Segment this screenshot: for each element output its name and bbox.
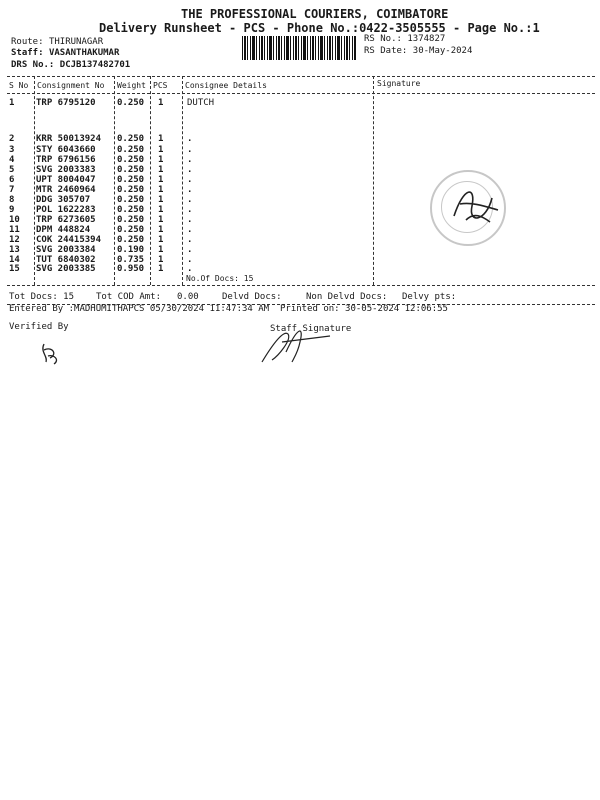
cell-weight: 0.250 [117, 175, 145, 185]
rs-date-value: 30-May-2024 [412, 46, 473, 56]
cell-sno: 11 [9, 225, 20, 235]
cell-pcs: 1 [158, 195, 164, 205]
table-bottom-rule [7, 285, 595, 286]
cell-consignee: DUTCH [187, 98, 215, 108]
cell-consignee: . [187, 235, 193, 245]
cell-consignee: . [187, 225, 193, 235]
cell-pcs: 1 [158, 145, 164, 155]
cell-weight: 0.250 [117, 215, 145, 225]
barcode [242, 36, 356, 60]
table-top-rule [7, 76, 595, 77]
header-weight: Weight [117, 81, 146, 90]
cell-pcs: 1 [158, 205, 164, 215]
cell-consignment: SVG 2003384 [36, 245, 96, 255]
cell-consignee: . [187, 134, 193, 144]
table-header-rule [7, 93, 595, 94]
cell-sno: 7 [9, 185, 15, 195]
company-name: THE PROFESSIONAL COURIERS, COIMBATORE [181, 7, 449, 21]
cell-pcs: 1 [158, 175, 164, 185]
cell-consignment: STY 6043660 [36, 145, 96, 155]
consignee-signature-icon [446, 176, 506, 236]
verifier-signature-icon [38, 340, 64, 366]
cell-sno: 5 [9, 165, 15, 175]
cell-weight: 0.250 [117, 205, 145, 215]
staff-signature-label: Staff Signature [270, 324, 352, 334]
col-divider [373, 76, 374, 285]
cell-pcs: 1 [158, 225, 164, 235]
cell-pcs: 1 [158, 255, 164, 265]
cell-sno: 8 [9, 195, 15, 205]
staff-info [11, 48, 119, 58]
cell-consignment: TRP 6796156 [36, 155, 96, 165]
tot-cod-amount: 0.00 [177, 292, 199, 302]
cell-weight: 0.190 [117, 245, 145, 255]
cell-weight: 0.250 [117, 155, 145, 165]
cell-consignment: UPT 8004047 [36, 175, 96, 185]
cell-consignment: SVG 2003383 [36, 165, 96, 175]
printed-on: Printed on: 30-05-2024 12:06:55 [280, 304, 448, 314]
cell-consignee: . [187, 215, 193, 225]
staff-label: Staff: [11, 48, 44, 58]
cell-weight: 0.735 [117, 255, 145, 265]
cell-sno: 6 [9, 175, 15, 185]
cell-consignee: . [187, 264, 193, 274]
cell-sno: 13 [9, 245, 20, 255]
header-consignee: Consignee Details [185, 81, 267, 90]
cell-consignment: KRR 50013924 [36, 134, 102, 144]
rs-date-info [364, 46, 472, 56]
cell-sno: 3 [9, 145, 15, 155]
col-divider [150, 76, 151, 285]
cell-pcs: 1 [158, 98, 164, 108]
rs-no-info [364, 34, 445, 44]
drs-label: DRS No.: [11, 60, 55, 70]
cell-weight: 0.250 [117, 165, 145, 175]
cell-consignment: DDG 305707 [36, 195, 91, 205]
cell-sno: 14 [9, 255, 20, 265]
cell-consignment: SVG 2003385 [36, 264, 96, 274]
cell-sno: 2 [9, 134, 15, 144]
cell-weight: 0.250 [117, 145, 145, 155]
cell-consignee: . [187, 185, 193, 195]
drs-value: DCJB137482701 [59, 60, 131, 70]
cell-consignment: POL 1622283 [36, 205, 96, 215]
cell-weight: 0.250 [117, 235, 145, 245]
cell-consignment: TRP 6795120 [36, 98, 96, 108]
cell-consignee: . [187, 245, 193, 255]
cell-consignee: . [187, 205, 193, 215]
col-divider [34, 76, 35, 285]
cell-pcs: 1 [158, 185, 164, 195]
runsheet-title: Delivery Runsheet - PCS - Phone No.:0422-3505555 - Page No.:1 [99, 21, 540, 35]
cell-pcs: 1 [158, 165, 164, 175]
route-label: Route: [11, 37, 44, 47]
cell-consignment: MTR 2460964 [36, 185, 96, 195]
cell-sno: 1 [9, 98, 15, 108]
header-pcs: PCS [153, 81, 168, 90]
tot-cod-label: Tot COD Amt: [96, 292, 162, 302]
drs-info [11, 60, 130, 70]
cell-weight: 0.950 [117, 264, 145, 274]
delvy-pts: Delvy pts: [402, 292, 457, 302]
cell-weight: 0.250 [117, 185, 145, 195]
route-info [11, 37, 103, 47]
cell-sno: 12 [9, 235, 20, 245]
cell-pcs: 1 [158, 155, 164, 165]
cell-consignment: TUT 6840302 [36, 255, 96, 265]
cell-pcs: 1 [158, 264, 164, 274]
rs-no-label: RS No.: [364, 34, 402, 44]
cell-pcs: 1 [158, 134, 164, 144]
tot-docs: Tot Docs: 15 [9, 292, 75, 302]
cell-consignee: . [187, 255, 193, 265]
header-signature: Signature [377, 79, 421, 88]
cell-consignment: TRP 6273605 [36, 215, 96, 225]
cell-pcs: 1 [158, 245, 164, 255]
cell-weight: 0.250 [117, 225, 145, 235]
cell-sno: 15 [9, 264, 20, 274]
delvd-docs: Delvd Docs: [222, 292, 282, 302]
rs-no-value: 1374827 [407, 34, 446, 44]
cell-sno: 9 [9, 205, 15, 215]
cell-consignee: . [187, 165, 193, 175]
cell-consignee: . [187, 145, 193, 155]
entered-by: Entered By :MADHUMITHAPCS 05/30/2024 11:47:34 AM [9, 304, 270, 314]
cell-weight: 0.250 [117, 98, 145, 108]
cell-pcs: 1 [158, 235, 164, 245]
header-consignment: Consignment No [37, 81, 105, 90]
cell-consignee: . [187, 155, 193, 165]
cell-consignment: COK 24415394 [36, 235, 102, 245]
non-delvd-docs: Non Delvd Docs: [306, 292, 388, 302]
rs-date-label: RS Date: [364, 46, 408, 56]
staff-value: VASANTHAKUMAR [48, 48, 120, 58]
header-sno: S No [9, 81, 29, 90]
route-value: THIRUNAGAR [48, 37, 104, 47]
col-divider [182, 76, 183, 285]
cell-sno: 4 [9, 155, 15, 165]
col-divider [114, 76, 115, 285]
staff-signature-icon [258, 322, 334, 368]
no-of-docs: No.Of Docs: 15 [186, 274, 254, 283]
cell-consignee: . [187, 175, 193, 185]
cell-consignment: DPM 448824 [36, 225, 91, 235]
cell-weight: 0.250 [117, 195, 145, 205]
cell-pcs: 1 [158, 215, 164, 225]
verified-by: Verified By [9, 322, 69, 332]
cell-consignee: . [187, 195, 193, 205]
cell-weight: 0.250 [117, 134, 145, 144]
cell-sno: 10 [9, 215, 20, 225]
